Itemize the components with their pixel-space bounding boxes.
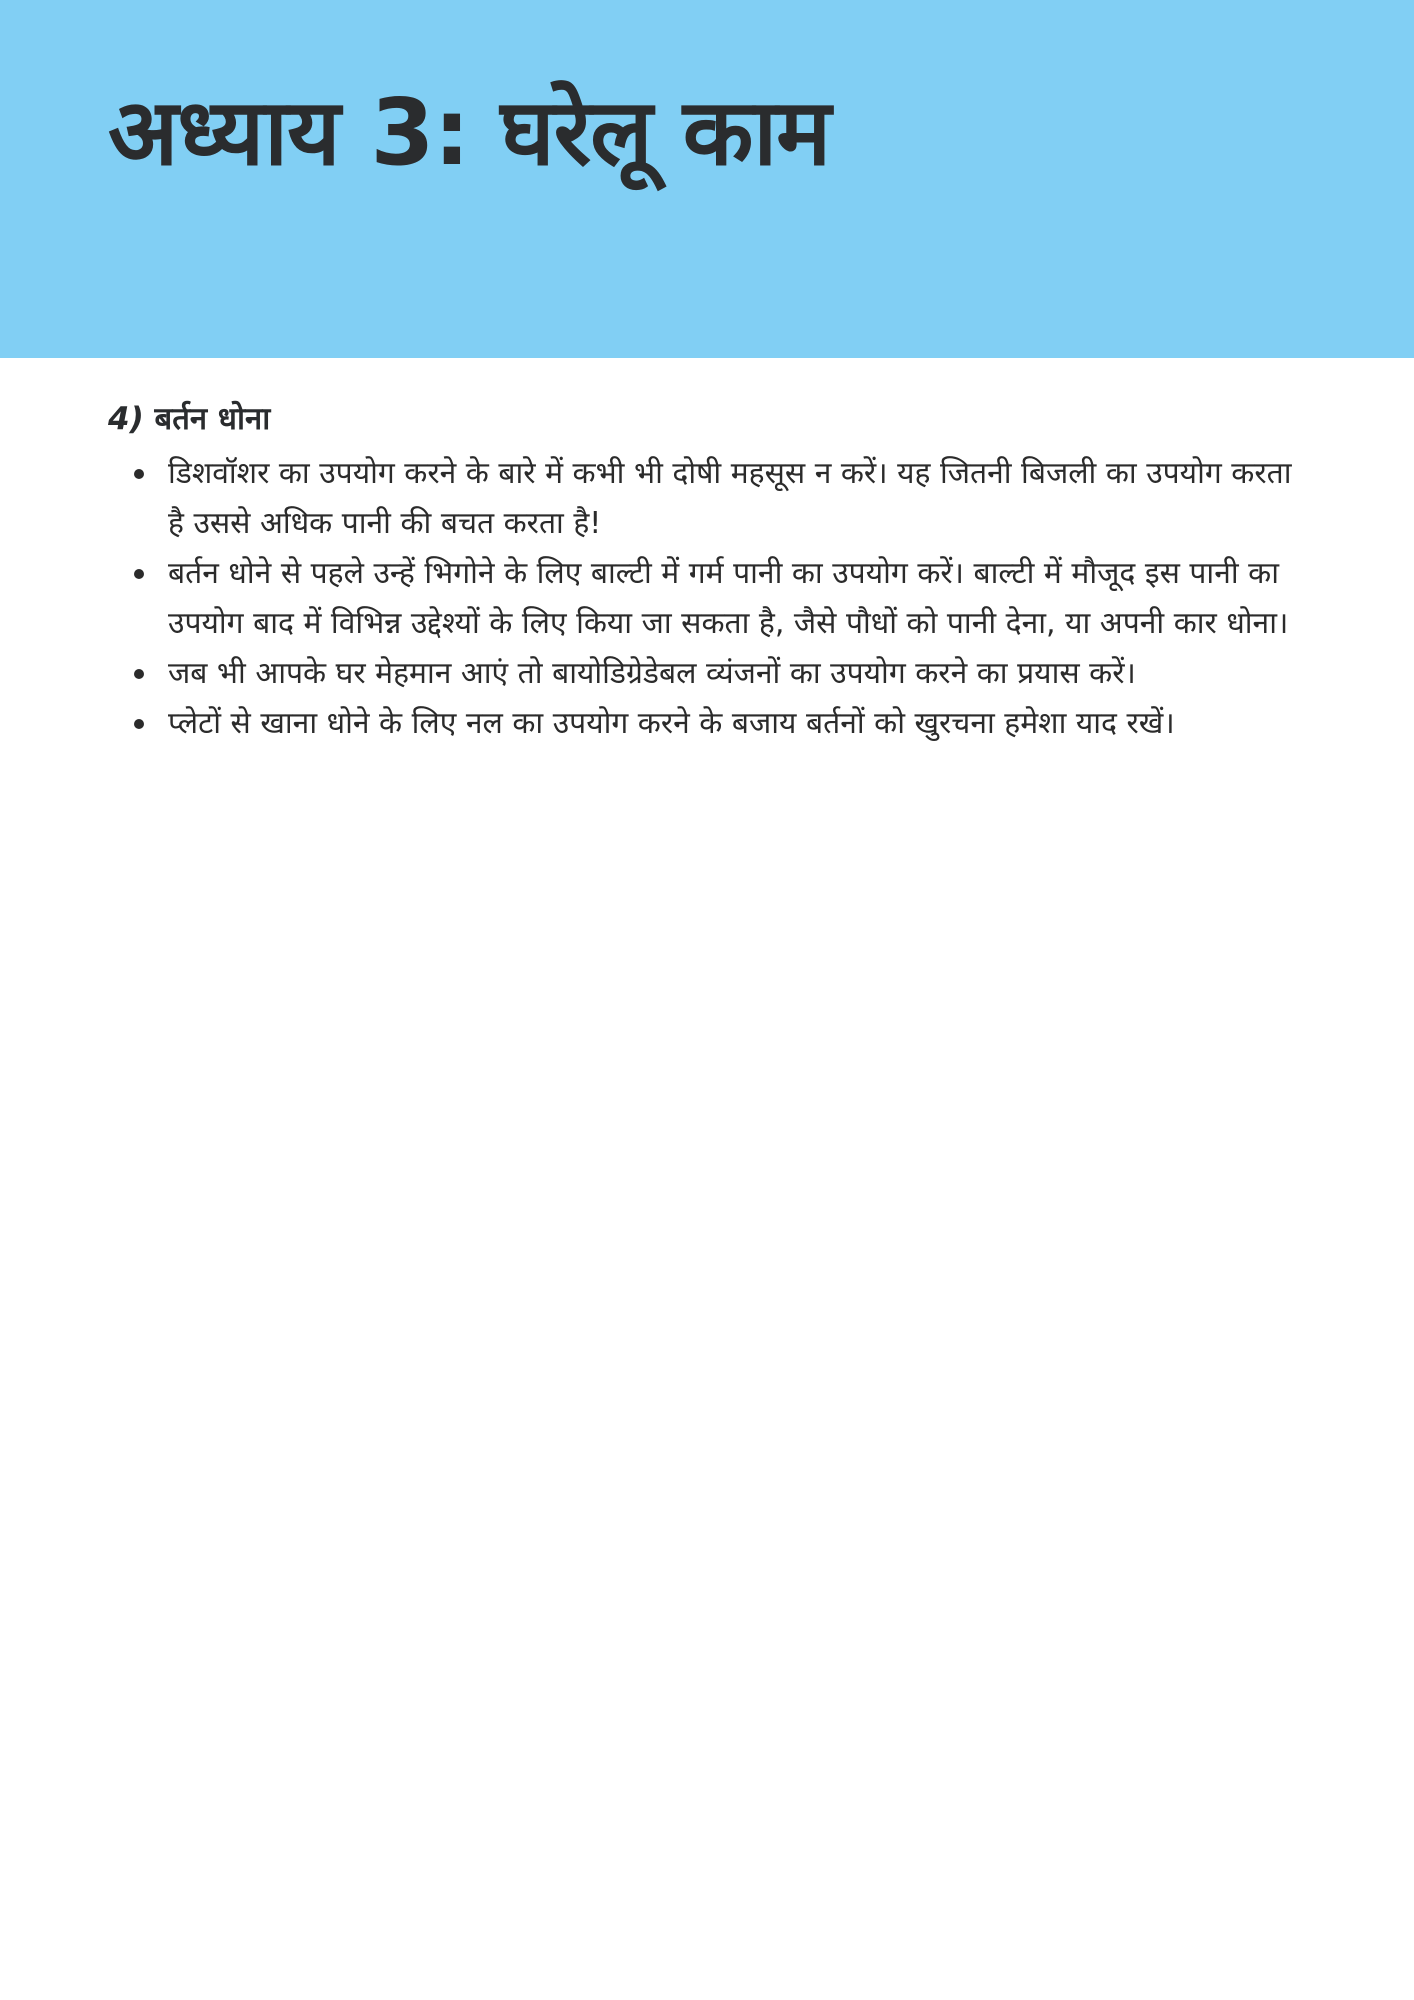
list-item-text: डिशवॉशर का उपयोग करने के बारे में कभी भी दोषी महसूस न करें। यह जितनी बिजली का उपयोग करता है उससे अधिक पानी की बचत करता है!	[168, 456, 1292, 541]
page-content	[108, 395, 1298, 749]
bullet-icon	[134, 469, 144, 479]
list-item	[108, 449, 1298, 549]
list-item	[108, 549, 1298, 649]
bullet-icon	[134, 569, 144, 579]
section-title: बर्तन धोना	[154, 401, 271, 437]
list-item	[108, 699, 1298, 749]
section-number: 4)	[108, 401, 144, 437]
tips-list	[108, 449, 1298, 749]
bullet-icon	[134, 719, 144, 729]
header-band	[0, 0, 1414, 358]
list-item-text: जब भी आपके घर मेहमान आएं तो बायोडिग्रेडेबल व्यंजनों का उपयोग करने का प्रयास करें।	[168, 656, 1136, 691]
list-item-text: बर्तन धोने से पहले उन्हें भिगोने के लिए बाल्टी में गर्म पानी का उपयोग करें। बाल्टी में मौजूद इस पानी का उपयोग बाद में विभिन्न उद्देश्यों के लिए किया जा सकता है, जैसे पौधों को पानी देना, या अपनी कार धोना।	[168, 556, 1289, 641]
chapter-title: अध्याय 3: घरेलू काम	[108, 79, 831, 186]
bullet-icon	[134, 669, 144, 679]
list-item	[108, 649, 1298, 699]
list-item-text: प्लेटों से खाना धोने के लिए नल का उपयोग करने के बजाय बर्तनों को खुरचना हमेशा याद रखें।	[168, 706, 1175, 741]
section-heading	[108, 395, 1298, 443]
